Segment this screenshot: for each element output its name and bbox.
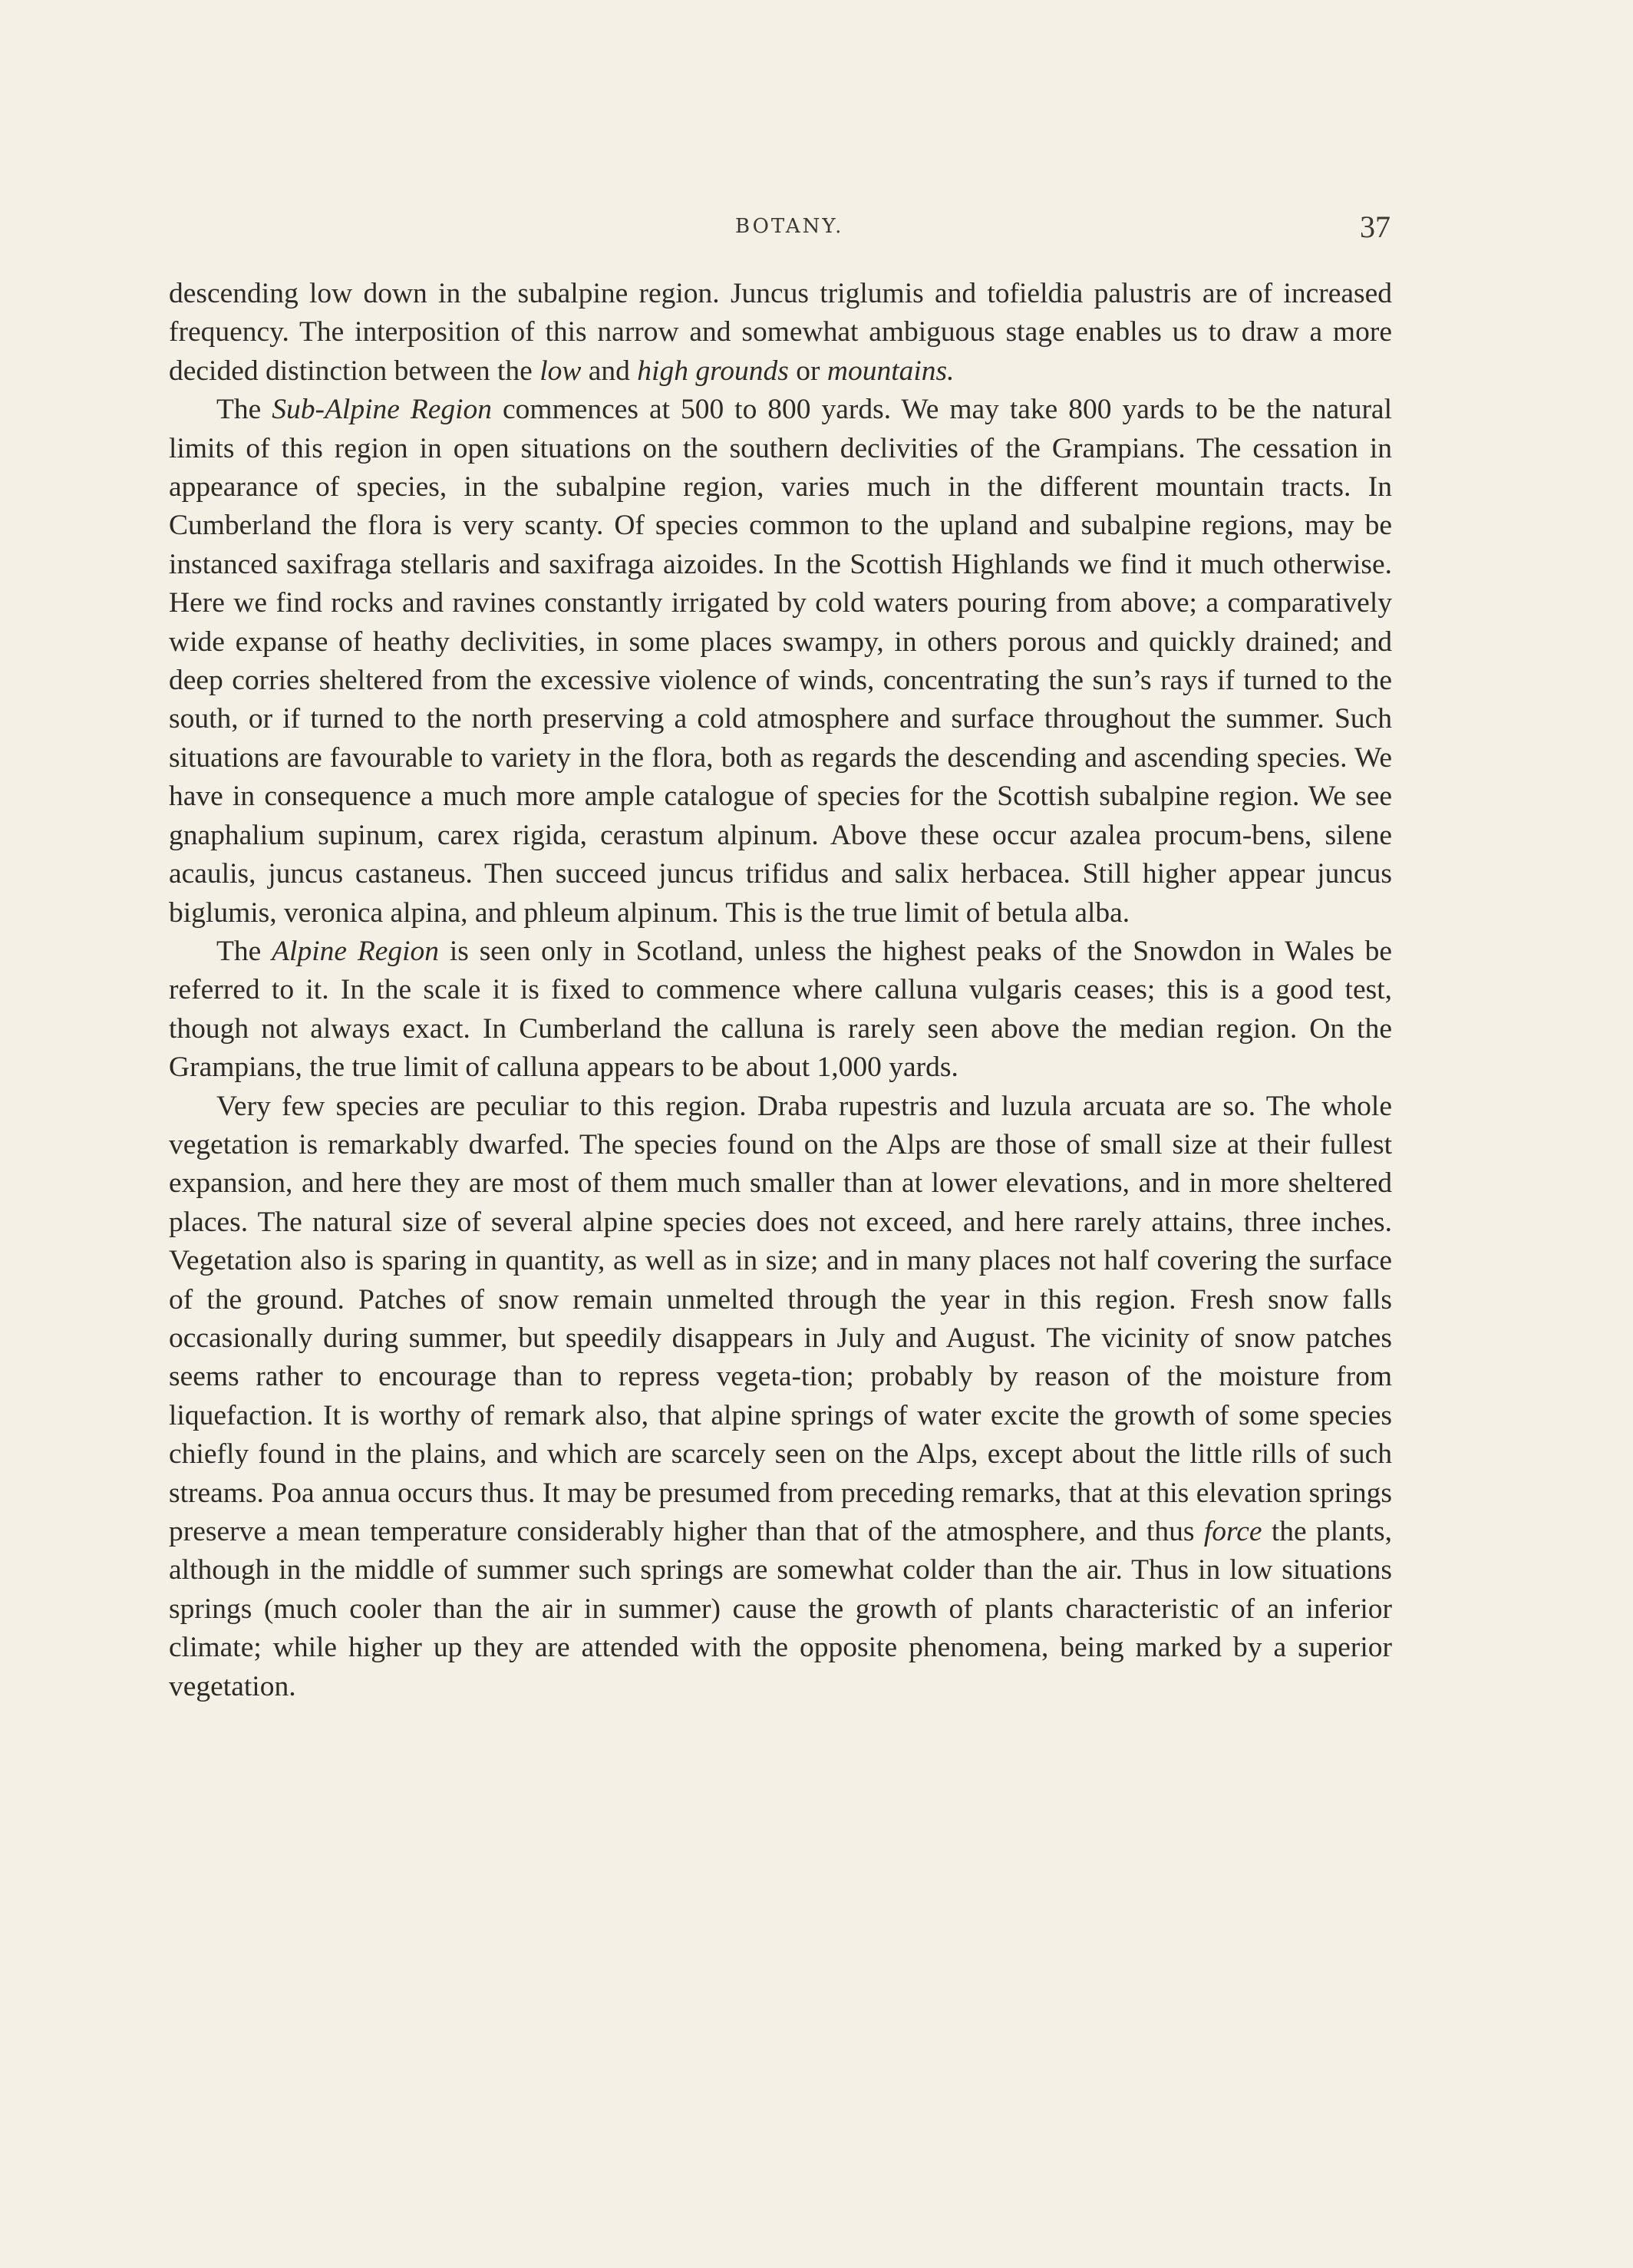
running-title: BOTANY. — [735, 215, 844, 238]
text-span: the plants, although in the middle of summer such springs are somewhat colder than the air. Thus in low situations springs (much cooler than the air in summer) cause the growth of plants characteristic of an inferior climate; while higher up they are attended with the opposite phenomena, being marked by a superior vegetation. — [169, 1516, 1392, 1702]
page-number: 37 — [1360, 210, 1391, 244]
text-span: descending low down in the subalpine region. Juncus triglumis and tofieldia palustris are of increased frequency. The interposition of this narrow and somewhat ambiguous stage enables us to draw a more decided distinction between the — [169, 278, 1392, 387]
text-span: is seen only in Scotland, unless the highest peaks of the Snowdon in Wales be referred to it. In the scale it is fixed to commence where calluna vulgaris ceases; this is a good test, though not always exact. In Cumberland the calluna is rarely seen above the median region. On the Grampians, the true limit of calluna appears to be about 1,000 yards. — [169, 935, 1392, 1084]
body-text — [169, 275, 1392, 1706]
italic-term: high grounds — [637, 355, 789, 387]
italic-term: force — [1203, 1516, 1262, 1547]
paragraph-1 — [169, 275, 1392, 391]
text-span: and — [581, 355, 638, 387]
paragraph-3 — [169, 933, 1392, 1088]
text-span: The — [216, 394, 272, 426]
region-heading-sub-alpine: Sub-Alpine Region — [272, 394, 493, 426]
paragraph-4 — [169, 1088, 1392, 1707]
paragraph-2 — [169, 391, 1392, 933]
italic-term: low — [539, 355, 582, 387]
text-span: The — [216, 935, 272, 967]
region-heading-alpine: Alpine Region — [272, 935, 440, 967]
text-span: or — [788, 355, 827, 387]
text-span: Very few species are peculiar to this region. Draba rupestris and luzula arcuata are so. The whole vegetation is remarkably dwarfed. The species found on the Alps are those of small size at their fullest expansion, and here they are most of them much smaller than at lower elevations, and in more sheltered places. The natural size of several alpine species does not exceed, and here rarely attains, three inches. Vegetation also is sparing in quantity, as well as in size; and in many places not half covering the surface of the ground. Patches of snow remain unmelted through the year in this region. Fresh snow falls occasionally during summer, but speedily disappears in July and August. The vicinity of snow patches seems rather to encourage than to repress vegeta-tion; probably by reason of the moisture from liquefaction. It is worthy of remark also, that alpine springs of water excite the growth of some species chiefly found in the plains, and which are scarcely seen on the Alps, except about the little rills of such streams. Poa annua occurs thus. It may be presumed from preceding remarks, that at this elevation springs preserve a mean temperature considerably higher than that of the atmosphere, and thus — [169, 1090, 1392, 1547]
text-span: commences at 500 to 800 yards. We may take 800 yards to be the natural limits of this region in open situations on the southern declivities of the Grampians. The cessation in appearance of species, in the subalpine region, varies much in the different mountain tracts. In Cumberland the flora is very scanty. Of species common to the upland and subalpine regions, may be instanced saxifraga stellaris and saxifraga aizoides. In the Scottish Highlands we find it much otherwise. Here we find rocks and ravines constantly irrigated by cold waters pouring from above; a comparatively wide expanse of heathy declivities, in some places swampy, in others porous and quickly drained; and deep corries sheltered from the excessive violence of winds, concentrating the sun’s rays if turned to the south, or if turned to the north preserving a cold atmosphere and surface throughout the summer. Such situations are favourable to variety in the flora, both as regards the descending and ascending species. We have in consequence a much more ample catalogue of species for the Scottish subalpine region. We see gnaphalium supinum, carex rigida, cerastum alpinum. Above these occur azalea procum-bens, silene acaulis, juncus castaneus. Then succeed juncus trifidus and salix herbacea. Still higher appear juncus biglumis, veronica alpina, and phleum alpinum. This is the true limit of betula alba. — [169, 394, 1392, 929]
italic-term: mountains. — [826, 355, 955, 387]
